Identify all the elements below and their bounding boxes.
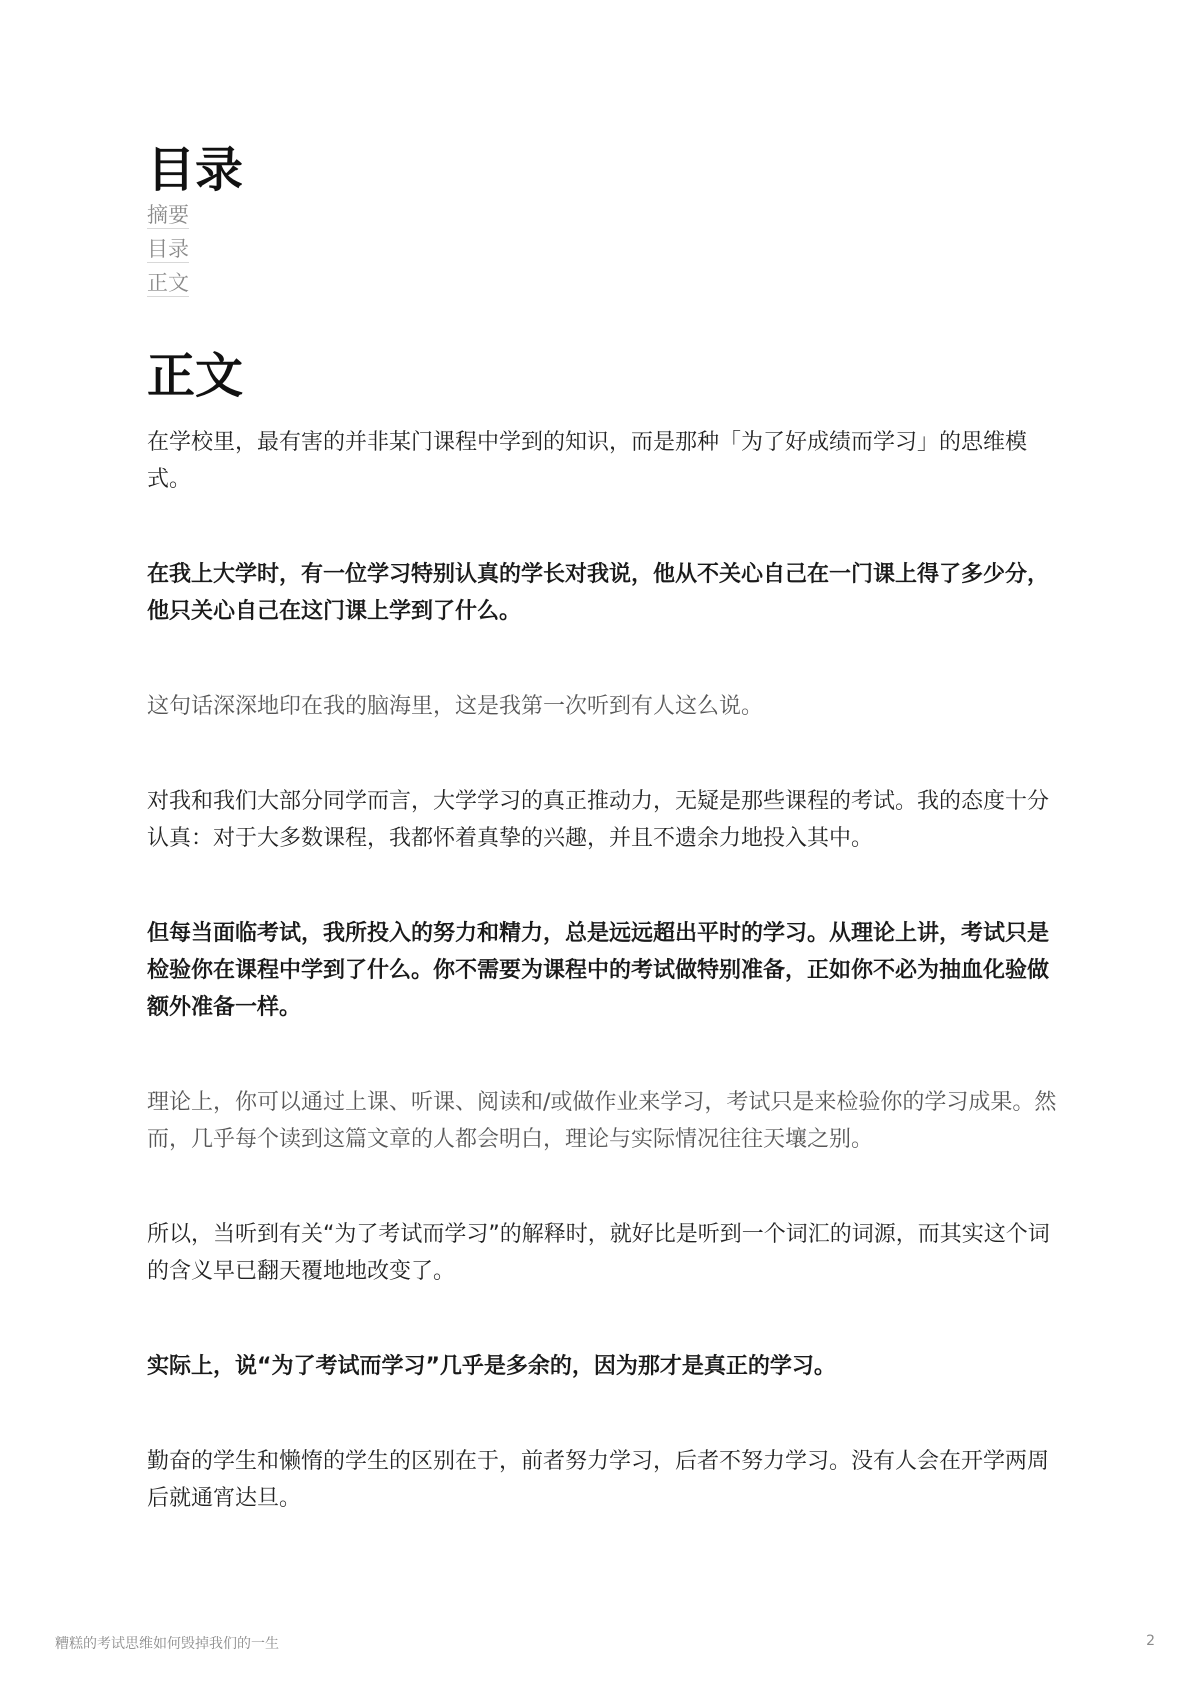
toc-link-body[interactable]: 正文 xyxy=(147,271,189,295)
paragraph-bold: 在我上大学时，有一位学习特别认真的学长对我说，他从不关心自己在一门课上得了多少分，他只关心自己在这门课上学到了什么。 xyxy=(147,562,1050,624)
paragraph: 勤奋的学生和懒惰的学生的区别在于，前者努力学习，后者不努力学习。没有人会在开学两周后就通宵达旦。 xyxy=(147,1449,1050,1511)
paragraph: 理论上，你可以通过上课、听课、阅读和/或做作业来学习，考试只是来检验你的学习成果。然而，几乎每个读到这篇文章的人都会明白，理论与实际情况往往天壤之别。 xyxy=(147,1090,1057,1152)
table-of-contents xyxy=(147,202,1057,304)
footer-document-title: 糟糕的考试思维如何毁掉我们的一生 xyxy=(55,1636,279,1652)
toc-link-contents[interactable]: 目录 xyxy=(147,237,189,261)
paragraph-bold: 实际上，说“为了考试而学习”几乎是多余的，因为那才是真正的学习。 xyxy=(147,1354,836,1379)
footer-page-number: 2 xyxy=(1146,1633,1155,1649)
paragraph: 这句话深深地印在我的脑海里，这是我第一次听到有人这么说。 xyxy=(147,694,764,719)
toc-link-summary[interactable]: 摘要 xyxy=(147,203,189,227)
body-heading: 正文 xyxy=(147,348,244,404)
paragraph: 所以，当听到有关“为了考试而学习”的解释时，就好比是听到一个词汇的词源，而其实这个词的含义早已翻天覆地地改变了。 xyxy=(147,1222,1050,1284)
toc-heading: 目录 xyxy=(147,142,244,198)
paragraph: 在学校里，最有害的并非某门课程中学到的知识，而是那种「为了好成绩而学习」的思维模式。 xyxy=(147,430,1028,492)
document-page xyxy=(147,140,1057,1517)
paragraph: 对我和我们大部分同学而言，大学学习的真正推动力，无疑是那些课程的考试。我的态度十分认真：对于大多数课程，我都怀着真挚的兴趣，并且不遗余力地投入其中。 xyxy=(147,789,1050,851)
paragraph-bold: 但每当面临考试，我所投入的努力和精力，总是远远超出平时的学习。从理论上讲，考试只是检验你在课程中学到了什么。你不需要为课程中的考试做特别准备，正如你不必为抽血化验做额外准备一样。 xyxy=(147,921,1050,1020)
